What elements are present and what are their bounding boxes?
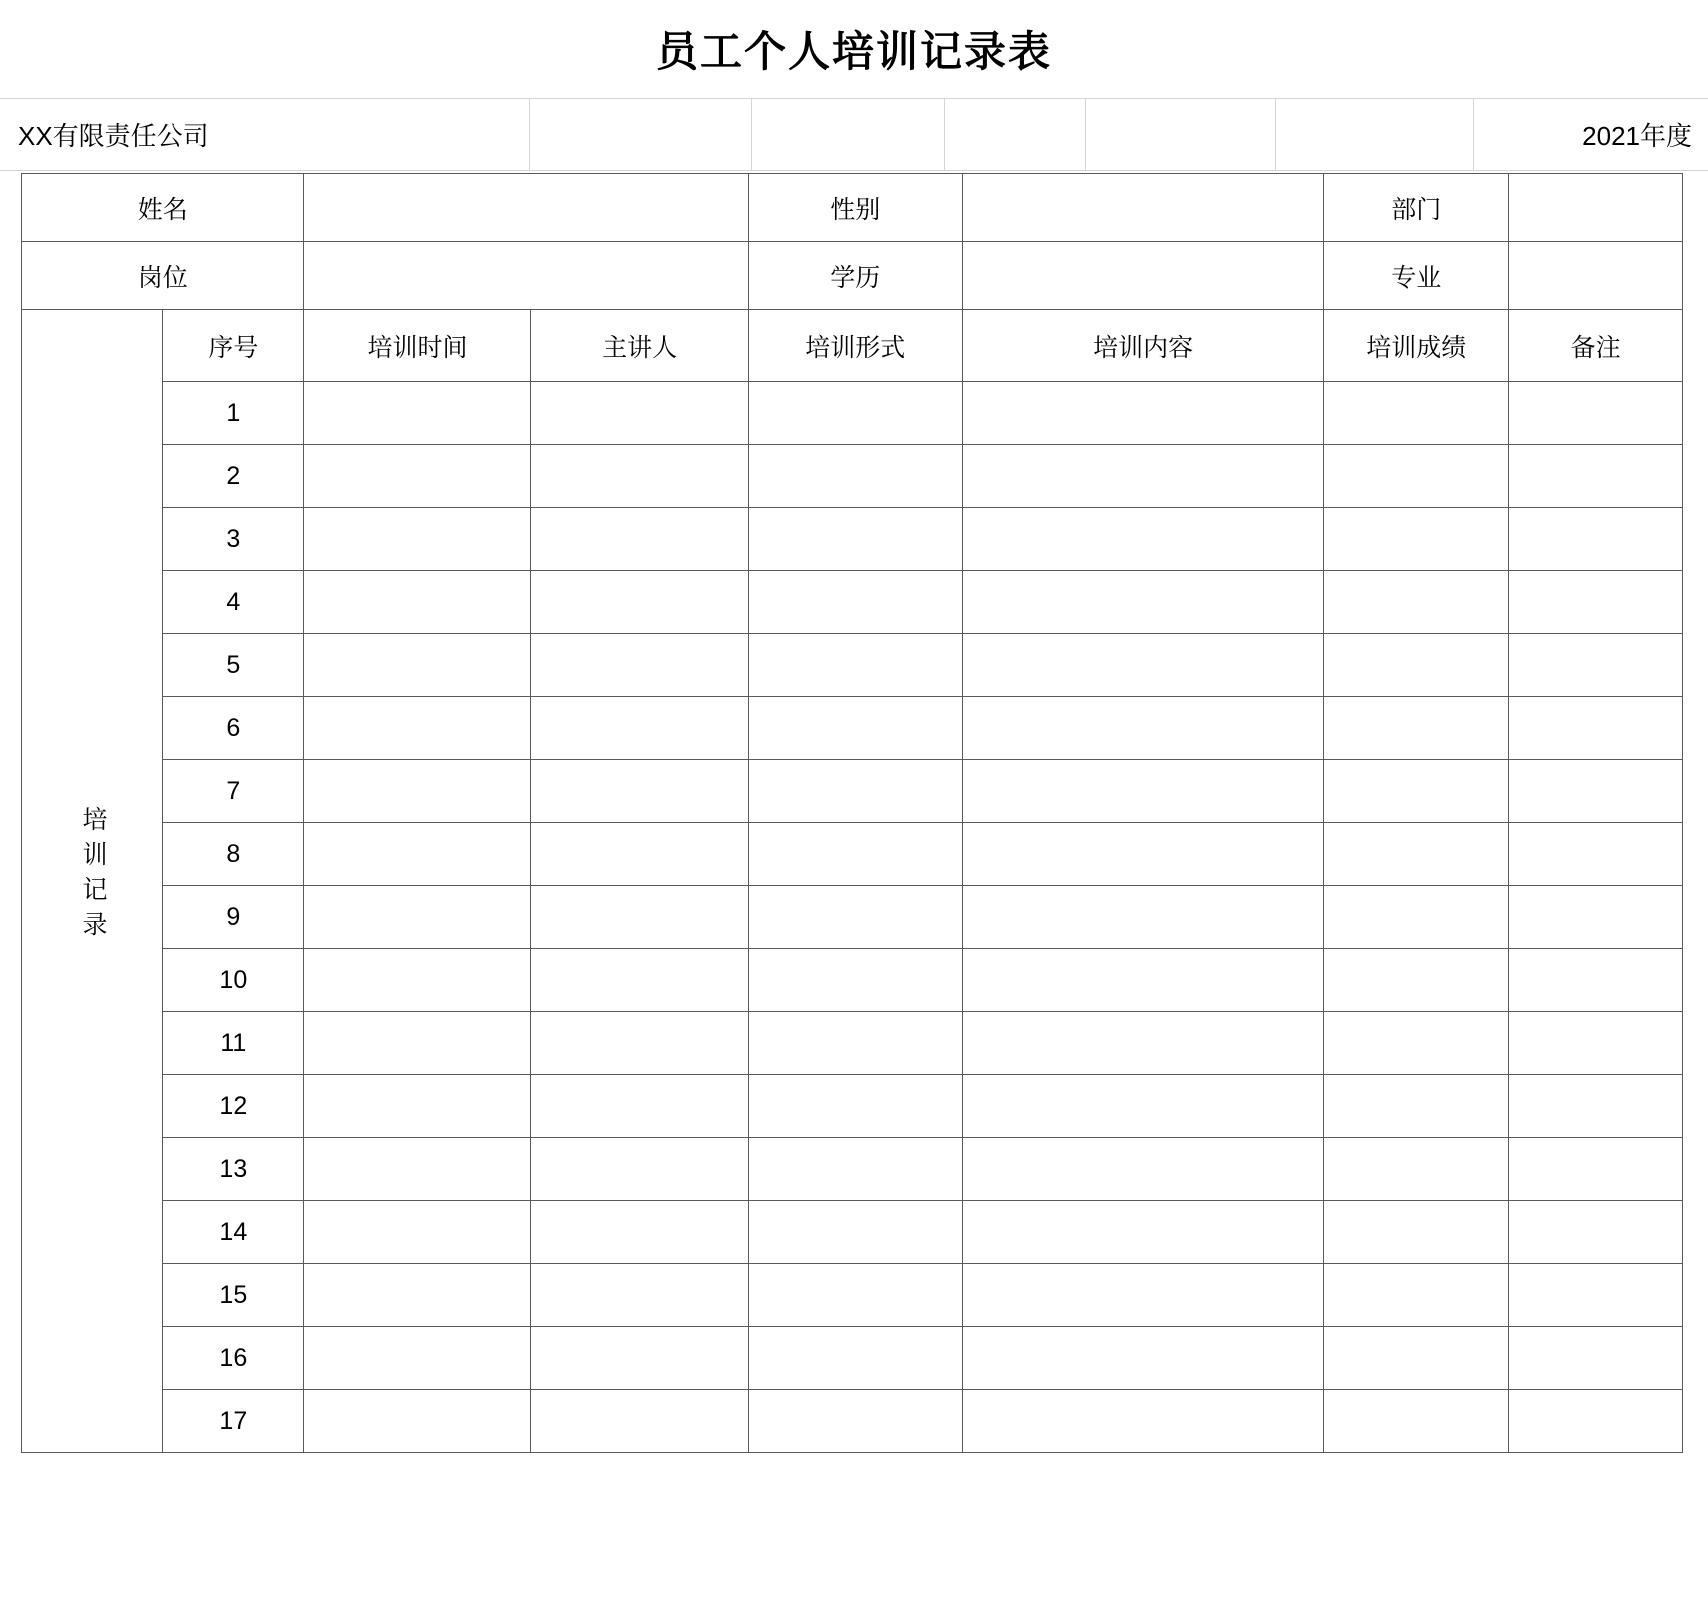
cell-speaker[interactable] (531, 382, 748, 445)
cell-form[interactable] (748, 1201, 962, 1264)
cell-time[interactable] (304, 1075, 531, 1138)
cell-form[interactable] (748, 1075, 962, 1138)
cell-speaker[interactable] (531, 508, 748, 571)
label-gender: 性别 (748, 174, 962, 242)
cell-score[interactable] (1324, 1327, 1509, 1390)
cell-speaker[interactable] (531, 445, 748, 508)
cell-speaker[interactable] (531, 949, 748, 1012)
cell-remark[interactable] (1509, 1201, 1683, 1264)
cell-remark[interactable] (1509, 760, 1683, 823)
col-header-no: 序号 (163, 310, 304, 382)
cell-speaker[interactable] (531, 697, 748, 760)
cell-content[interactable] (962, 1138, 1324, 1201)
cell-time[interactable] (304, 886, 531, 949)
cell-time[interactable] (304, 508, 531, 571)
cell-score[interactable] (1324, 1012, 1509, 1075)
spacer-cell-4 (1086, 99, 1276, 170)
table-row (22, 1012, 1683, 1075)
cell-speaker[interactable] (531, 1327, 748, 1390)
table-row (22, 697, 1683, 760)
cell-time[interactable] (304, 445, 531, 508)
cell-time[interactable] (304, 823, 531, 886)
label-department: 部门 (1324, 174, 1509, 242)
cell-remark[interactable] (1509, 697, 1683, 760)
cell-no: 1 (163, 382, 304, 445)
cell-no: 5 (163, 634, 304, 697)
cell-no: 12 (163, 1075, 304, 1138)
side-label-training-record: 培训记录 (22, 310, 163, 1453)
cell-remark[interactable] (1509, 823, 1683, 886)
cell-form[interactable] (748, 1264, 962, 1327)
cell-form[interactable] (748, 445, 962, 508)
label-name: 姓名 (22, 174, 304, 242)
col-header-form: 培训形式 (748, 310, 962, 382)
field-major[interactable] (1509, 242, 1683, 310)
cell-remark[interactable] (1509, 1075, 1683, 1138)
cell-no: 8 (163, 823, 304, 886)
cell-remark[interactable] (1509, 508, 1683, 571)
info-row-1 (22, 174, 1683, 242)
cell-no: 7 (163, 760, 304, 823)
cell-content[interactable] (962, 1390, 1324, 1453)
cell-time[interactable] (304, 760, 531, 823)
cell-score[interactable] (1324, 949, 1509, 1012)
col-header-speaker: 主讲人 (531, 310, 748, 382)
title-row (0, 0, 1708, 99)
cell-form[interactable] (748, 886, 962, 949)
col-header-content: 培训内容 (962, 310, 1324, 382)
table-row (22, 382, 1683, 445)
cell-content[interactable] (962, 1012, 1324, 1075)
cell-score[interactable] (1324, 1138, 1509, 1201)
cell-content[interactable] (962, 1327, 1324, 1390)
cell-score[interactable] (1324, 1075, 1509, 1138)
cell-content[interactable] (962, 886, 1324, 949)
spacer-cell-3 (945, 99, 1086, 170)
field-department[interactable] (1509, 174, 1683, 242)
table-row (22, 1264, 1683, 1327)
cell-time[interactable] (304, 1390, 531, 1453)
cell-no: 11 (163, 1012, 304, 1075)
table-row (22, 886, 1683, 949)
cell-content[interactable] (962, 445, 1324, 508)
cell-form[interactable] (748, 1390, 962, 1453)
cell-remark[interactable] (1509, 1390, 1683, 1453)
cell-time[interactable] (304, 1201, 531, 1264)
table-row (22, 634, 1683, 697)
table-row (22, 571, 1683, 634)
cell-no: 9 (163, 886, 304, 949)
cell-time[interactable] (304, 1138, 531, 1201)
column-header-row (22, 310, 1683, 382)
cell-form[interactable] (748, 508, 962, 571)
cell-content[interactable] (962, 697, 1324, 760)
info-row-2 (22, 242, 1683, 310)
cell-speaker[interactable] (531, 823, 748, 886)
cell-time[interactable] (304, 571, 531, 634)
cell-form[interactable] (748, 1138, 962, 1201)
cell-no: 3 (163, 508, 304, 571)
cell-time[interactable] (304, 697, 531, 760)
cell-form[interactable] (748, 382, 962, 445)
cell-time[interactable] (304, 1327, 531, 1390)
cell-form[interactable] (748, 571, 962, 634)
cell-content[interactable] (962, 823, 1324, 886)
label-education: 学历 (748, 242, 962, 310)
table-row (22, 1390, 1683, 1453)
label-position: 岗位 (22, 242, 304, 310)
company-year-row (0, 99, 1708, 171)
cell-remark[interactable] (1509, 1327, 1683, 1390)
cell-score[interactable] (1324, 886, 1509, 949)
cell-score[interactable] (1324, 697, 1509, 760)
cell-form[interactable] (748, 823, 962, 886)
col-header-time: 培训时间 (304, 310, 531, 382)
cell-remark[interactable] (1509, 634, 1683, 697)
cell-no: 14 (163, 1201, 304, 1264)
cell-no: 17 (163, 1390, 304, 1453)
col-header-score: 培训成绩 (1324, 310, 1509, 382)
cell-time[interactable] (304, 949, 531, 1012)
cell-speaker[interactable] (531, 1075, 748, 1138)
cell-content[interactable] (962, 949, 1324, 1012)
cell-speaker[interactable] (531, 1012, 748, 1075)
cell-speaker[interactable] (531, 1138, 748, 1201)
cell-time[interactable] (304, 1012, 531, 1075)
spacer-cell-5 (1276, 99, 1474, 170)
col-header-remark: 备注 (1509, 310, 1683, 382)
table-row (22, 949, 1683, 1012)
cell-form[interactable] (748, 697, 962, 760)
cell-speaker[interactable] (531, 1201, 748, 1264)
field-education[interactable] (962, 242, 1324, 310)
cell-content[interactable] (962, 634, 1324, 697)
cell-form[interactable] (748, 1012, 962, 1075)
cell-time[interactable] (304, 1264, 531, 1327)
cell-content[interactable] (962, 571, 1324, 634)
table-row (22, 823, 1683, 886)
cell-score[interactable] (1324, 1264, 1509, 1327)
table-row (22, 1075, 1683, 1138)
label-major: 专业 (1324, 242, 1509, 310)
spacer-cell-1 (530, 99, 752, 170)
cell-score[interactable] (1324, 760, 1509, 823)
cell-speaker[interactable] (531, 1390, 748, 1453)
cell-score[interactable] (1324, 823, 1509, 886)
table-row (22, 445, 1683, 508)
cell-remark[interactable] (1509, 1012, 1683, 1075)
cell-remark[interactable] (1509, 571, 1683, 634)
cell-no: 6 (163, 697, 304, 760)
cell-content[interactable] (962, 1075, 1324, 1138)
cell-content[interactable] (962, 508, 1324, 571)
cell-remark[interactable] (1509, 1138, 1683, 1201)
cell-speaker[interactable] (531, 886, 748, 949)
cell-score[interactable] (1324, 1201, 1509, 1264)
cell-speaker[interactable] (531, 760, 748, 823)
cell-time[interactable] (304, 634, 531, 697)
field-name[interactable] (304, 174, 748, 242)
cell-remark[interactable] (1509, 949, 1683, 1012)
cell-form[interactable] (748, 634, 962, 697)
cell-time[interactable] (304, 382, 531, 445)
cell-no: 16 (163, 1327, 304, 1390)
cell-form[interactable] (748, 1327, 962, 1390)
cell-form[interactable] (748, 760, 962, 823)
cell-speaker[interactable] (531, 634, 748, 697)
main-table (21, 173, 1683, 1453)
company-name: XX有限责任公司 (0, 99, 530, 170)
cell-speaker[interactable] (531, 1264, 748, 1327)
table-row (22, 1201, 1683, 1264)
cell-form[interactable] (748, 949, 962, 1012)
field-gender[interactable] (962, 174, 1324, 242)
cell-remark[interactable] (1509, 382, 1683, 445)
cell-no: 13 (163, 1138, 304, 1201)
table-row (22, 508, 1683, 571)
cell-no: 10 (163, 949, 304, 1012)
cell-no: 4 (163, 571, 304, 634)
cell-content[interactable] (962, 1264, 1324, 1327)
cell-remark[interactable] (1509, 1264, 1683, 1327)
cell-no: 2 (163, 445, 304, 508)
table-row (22, 1138, 1683, 1201)
year-label: 2021年度 (1582, 121, 1692, 151)
cell-remark[interactable] (1509, 886, 1683, 949)
cell-score[interactable] (1324, 508, 1509, 571)
cell-score[interactable] (1324, 1390, 1509, 1453)
cell-content[interactable] (962, 382, 1324, 445)
cell-speaker[interactable] (531, 571, 748, 634)
field-position[interactable] (304, 242, 748, 310)
cell-remark[interactable] (1509, 445, 1683, 508)
table-row (22, 760, 1683, 823)
cell-score[interactable] (1324, 382, 1509, 445)
cell-score[interactable] (1324, 634, 1509, 697)
cell-score[interactable] (1324, 571, 1509, 634)
table-row (22, 1327, 1683, 1390)
page-title: 员工个人培训记录表 (655, 28, 1052, 75)
cell-content[interactable] (962, 760, 1324, 823)
cell-score[interactable] (1324, 445, 1509, 508)
cell-no: 15 (163, 1264, 304, 1327)
spacer-cell-2 (752, 99, 945, 170)
cell-content[interactable] (962, 1201, 1324, 1264)
